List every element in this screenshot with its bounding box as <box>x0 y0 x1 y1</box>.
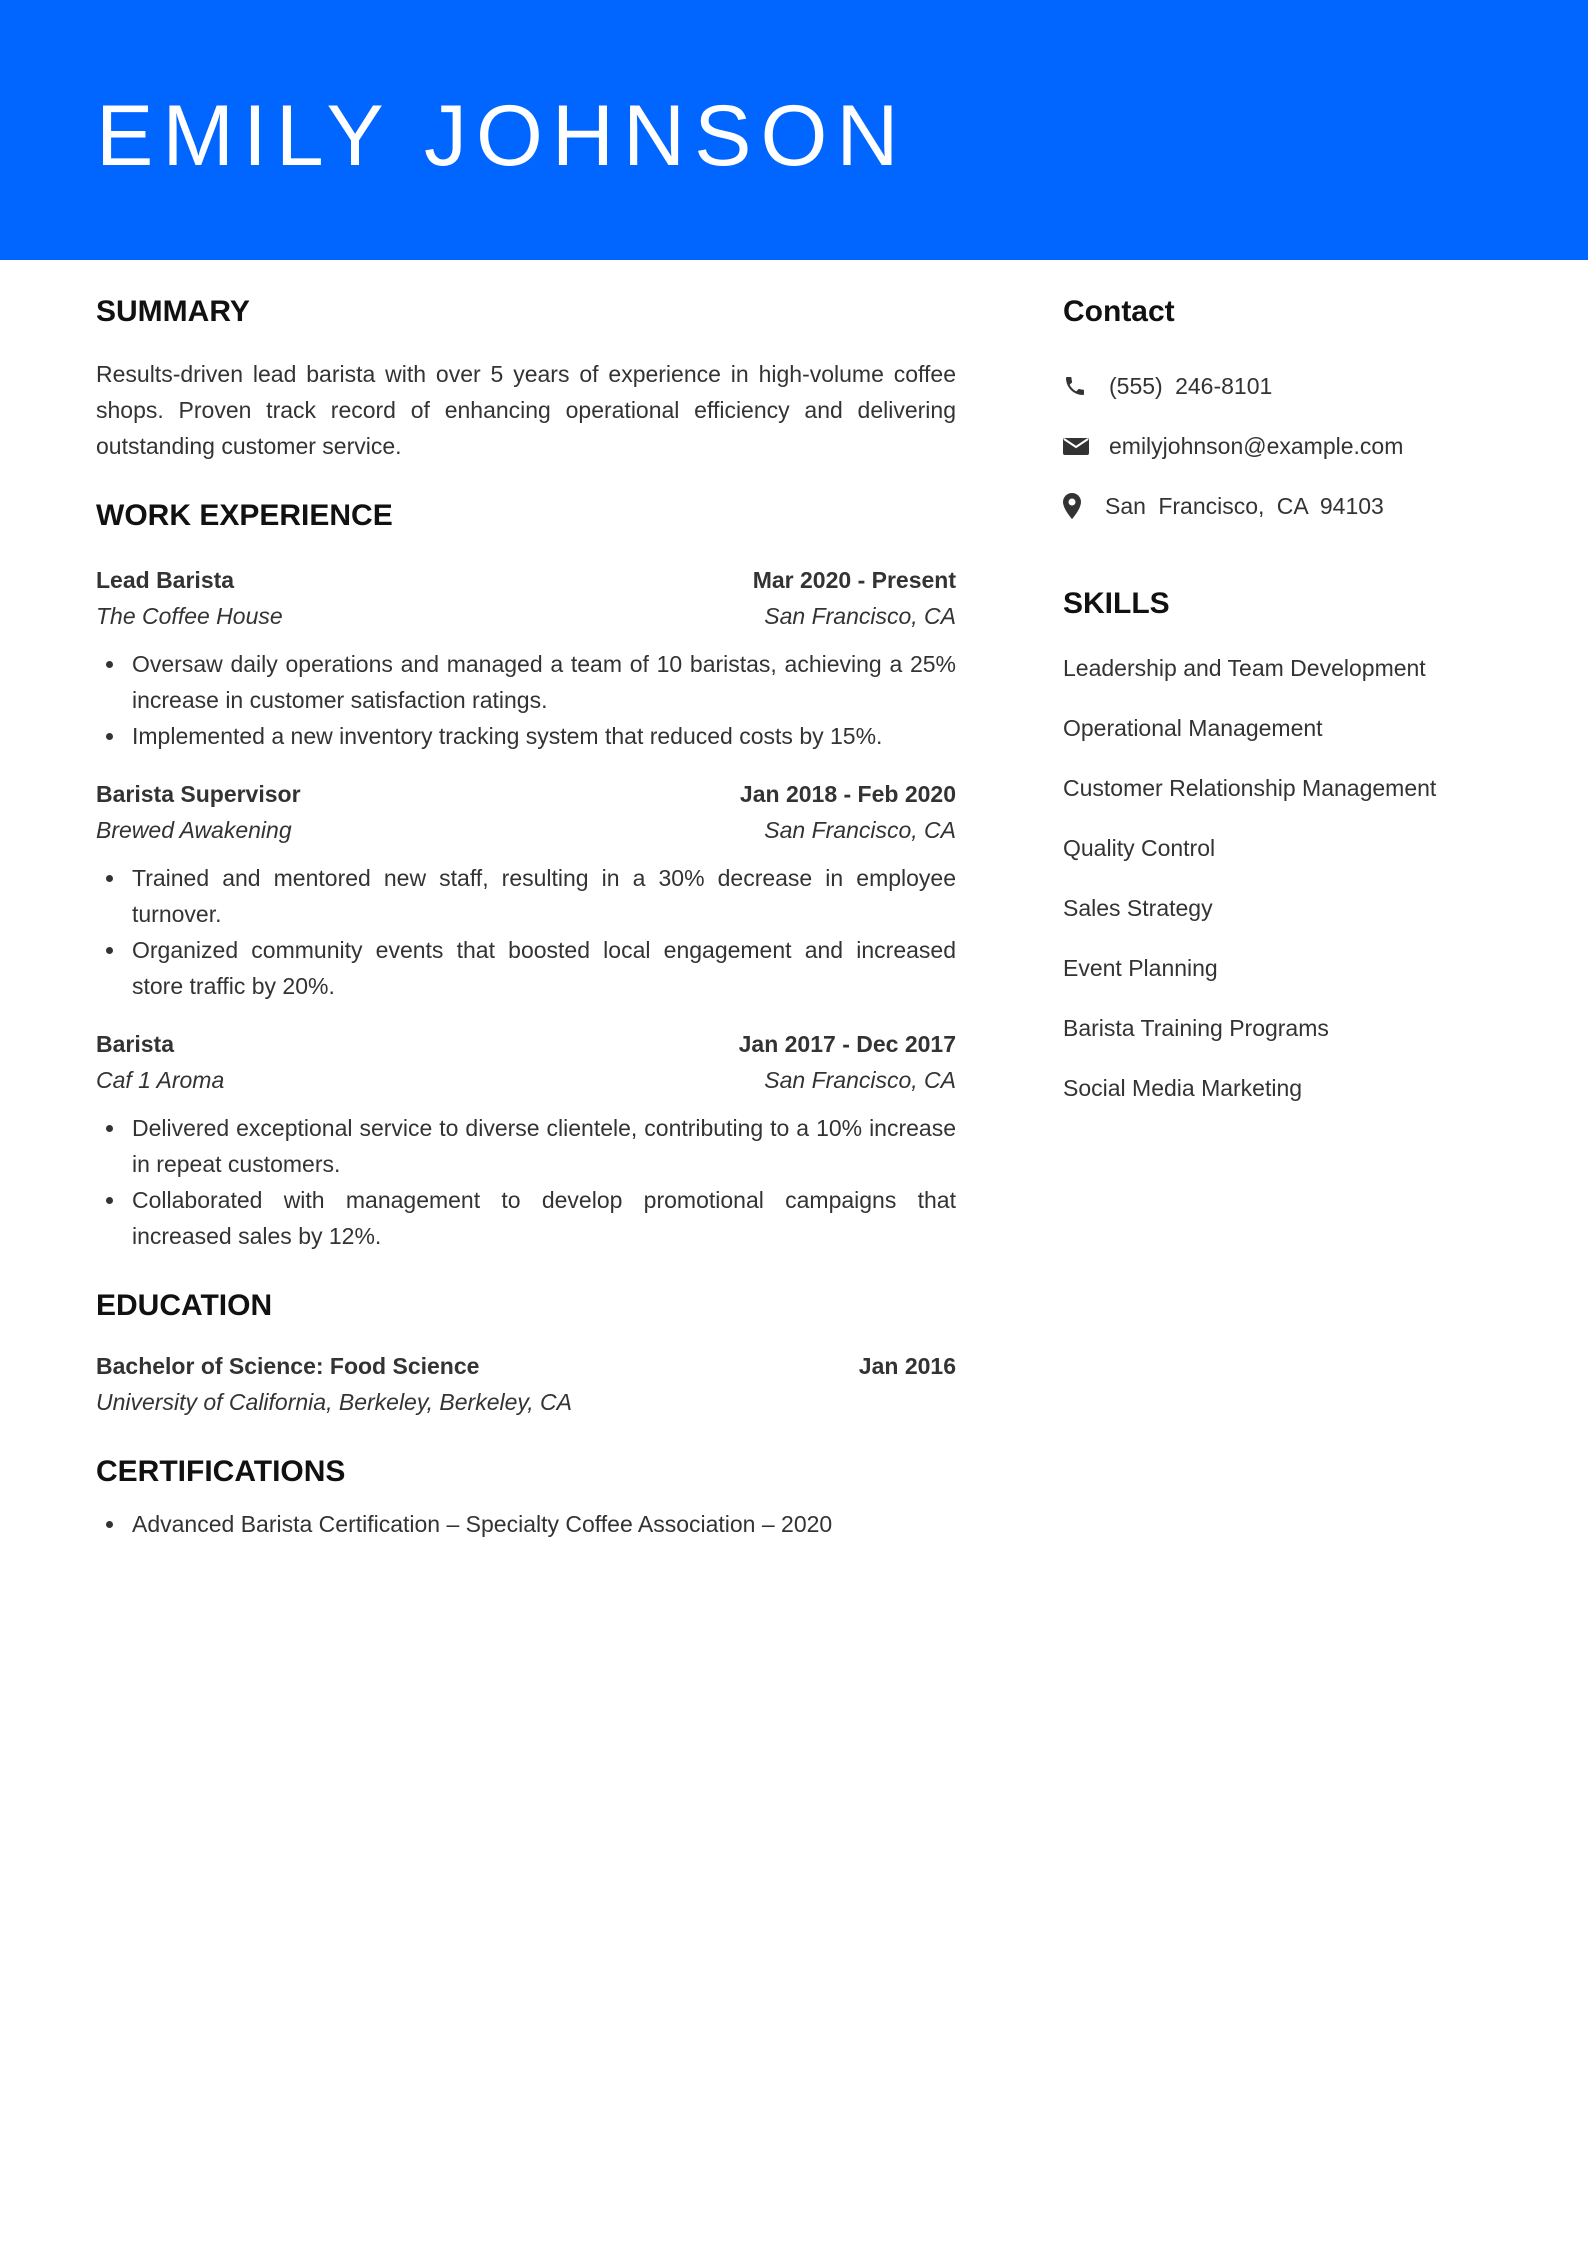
skill-item: Operational Management <box>1063 715 1323 741</box>
skill-item: Sales Strategy <box>1063 895 1213 921</box>
job-entry <box>96 562 956 754</box>
skill-item: Quality Control <box>1063 835 1216 861</box>
job-company: Brewed Awakening <box>96 817 292 843</box>
job-bullet: Organized community events that boosted local engagement and increased store traffic by 20%. <box>132 932 956 1004</box>
location-text: San Francisco, CA 94103 <box>1105 492 1384 519</box>
phone-icon <box>1063 374 1109 398</box>
job-company: Caf 1 Aroma <box>96 1067 225 1093</box>
summary-section <box>96 290 956 464</box>
contact-phone <box>1063 356 1513 416</box>
job-bullet: Oversaw daily operations and managed a team of 10 baristas, achieving a 25% increase in customer satisfaction ratings. <box>132 646 956 718</box>
email-text: emilyjohnson@example.com <box>1109 432 1404 459</box>
job-title: Barista Supervisor <box>96 781 301 807</box>
sidebar-column <box>1063 290 1513 1118</box>
education-section <box>96 1284 956 1420</box>
job-dates: Mar 2020 - Present <box>752 567 956 593</box>
job-company: The Coffee House <box>96 603 283 629</box>
job-bullets <box>96 646 956 754</box>
skill-item: Social Media Marketing <box>1063 1075 1303 1101</box>
map-pin-icon <box>1063 493 1105 519</box>
certifications-title: CERTIFICATIONS <box>96 1455 346 1488</box>
job-location: San Francisco, CA <box>764 1067 956 1093</box>
phone-text: (555) 246-8101 <box>1109 372 1273 399</box>
job-bullet: Delivered exceptional service to diverse clientele, contributing to a 10% increase in repeat customers. <box>132 1110 956 1182</box>
job-entry <box>96 776 956 1004</box>
skill-list <box>1063 638 1513 1118</box>
skill-item: Event Planning <box>1063 955 1218 981</box>
job-dates: Jan 2017 - Dec 2017 <box>738 1031 956 1057</box>
header-banner <box>0 0 1588 260</box>
envelope-icon <box>1063 436 1109 456</box>
skills-section <box>1063 582 1513 1118</box>
work-experience-title: WORK EXPERIENCE <box>96 499 393 532</box>
contact-email <box>1063 416 1513 476</box>
certifications-section <box>96 1450 956 1542</box>
certification-item: Advanced Barista Certification – Specialty Coffee Association – 2020 <box>132 1506 956 1542</box>
job-bullets <box>96 1110 956 1254</box>
summary-text: Results-driven lead barista with over 5 years of experience in high-volume coffee shops. Proven track record of enhancing operational efficiency and delivering outstanding customer service. <box>96 361 956 459</box>
degree: Bachelor of Science: Food Science <box>96 1353 480 1379</box>
work-experience-section <box>96 494 956 1254</box>
contact-section <box>1063 290 1513 536</box>
main-column <box>96 290 956 1542</box>
summary-title: SUMMARY <box>96 295 250 328</box>
skill-item: Barista Training Programs <box>1063 1015 1329 1041</box>
skills-title: SKILLS <box>1063 587 1170 620</box>
job-title: Lead Barista <box>96 567 235 593</box>
job-entry <box>96 1026 956 1254</box>
job-bullet: Trained and mentored new staff, resulting in a 30% decrease in employee turnover. <box>132 860 956 932</box>
education-date: Jan 2016 <box>858 1353 956 1379</box>
education-entry <box>96 1348 956 1420</box>
certification-list <box>96 1506 956 1542</box>
education-title: EDUCATION <box>96 1289 273 1322</box>
job-bullet: Collaborated with management to develop promotional campaigns that increased sales by 12%. <box>132 1182 956 1254</box>
job-bullet: Implemented a new inventory tracking system that reduced costs by 15%. <box>132 718 956 754</box>
job-bullets <box>96 860 956 1004</box>
job-dates: Jan 2018 - Feb 2020 <box>739 781 956 807</box>
job-location: San Francisco, CA <box>764 603 956 629</box>
candidate-name: EMILY JOHNSON <box>96 88 908 184</box>
job-location: San Francisco, CA <box>764 817 956 843</box>
school: University of California, Berkeley, Berkeley, CA <box>96 1389 572 1415</box>
skill-item: Customer Relationship Management <box>1063 775 1437 801</box>
job-title: Barista <box>96 1031 174 1057</box>
contact-location <box>1063 476 1513 536</box>
skill-item: Leadership and Team Development <box>1063 655 1426 681</box>
contact-title: Contact <box>1063 295 1175 328</box>
